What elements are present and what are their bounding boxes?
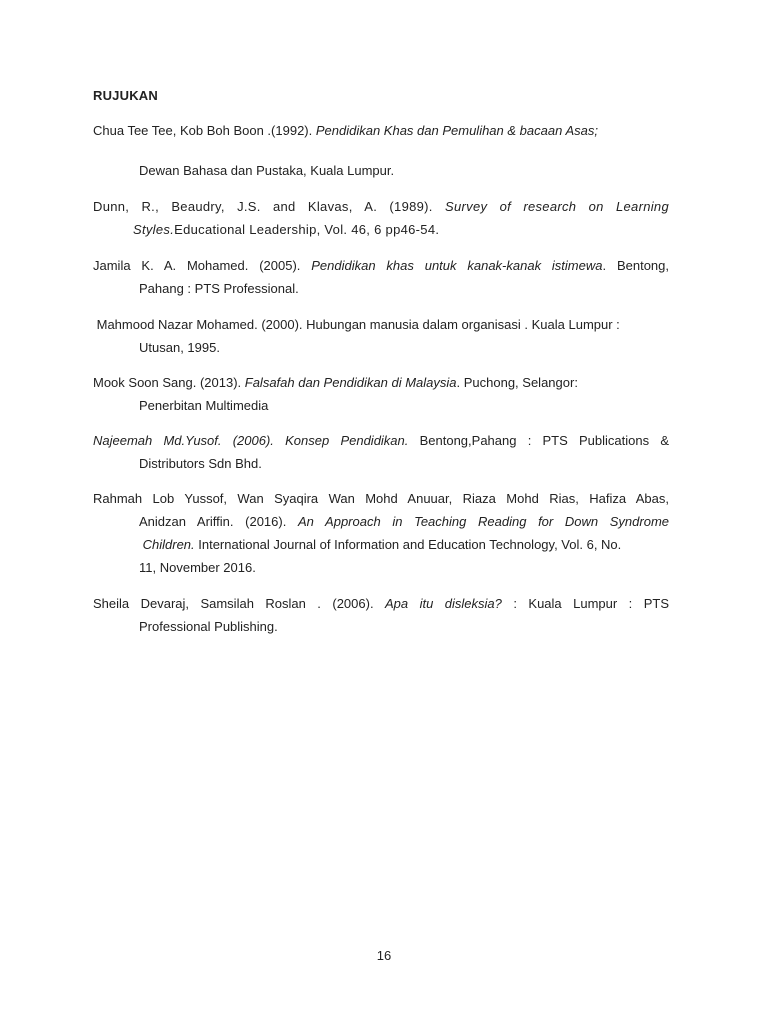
ref-place: . Bentong, [602,258,669,273]
reference-entry [93,487,669,579]
ref-publisher: Distributors Sdn Bhd. [139,456,262,471]
section-heading: RUJUKAN [93,88,158,103]
ref-publisher: Penerbitan Multimedia [139,398,269,413]
ref-place: . Puchong, Selangor: [456,375,578,390]
ref-date: 11, November 2016. [139,560,256,575]
ref-authors: Chua Tee Tee, Kob Boh Boon .(1992). [93,123,316,138]
ref-title: An Approach in Teaching Reading for Down Syndrome [297,514,669,529]
ref-source: International Journal of Information and Education Technology, Vol. 6, No. [194,537,622,552]
ref-publisher: Pahang : PTS Professional. [139,281,299,296]
ref-source: Educational Leadership, Vol. 46, 6 pp46-54. [174,222,440,237]
ref-place: : Kuala Lumpur : PTS [501,596,669,611]
ref-authors: Dunn, R., Beaudry, J.S. and Klavas, A. (1989). [93,199,446,214]
ref-authors: Sheila Devaraj, Samsilah Roslan . (2006). [93,596,386,611]
ref-place: Bentong,Pahang : PTS Publications & [408,433,669,448]
ref-title-cont: Children. [139,537,195,552]
ref-title-cont: Styles. [133,222,175,237]
reference-entry [93,371,669,417]
ref-title: Falsafah dan Pendidikan di Malaysia [244,375,457,390]
ref-title: Apa itu disleksia? [385,596,502,611]
ref-authors: Rahmah Lob Yussof, Wan Syaqira Wan Mohd Anuuar, Riaza Mohd Rias, Hafiza Abas, [93,491,669,506]
reference-entry [93,592,669,638]
page-number: 16 [376,948,392,963]
ref-authors: Mook Soon Sang. (2013). [93,375,245,390]
ref-title: Najeemah Md.Yusof. (2006). Konsep Pendidikan. [93,433,409,448]
ref-citation: Mahmood Nazar Mohamed. (2000). Hubungan manusia dalam organisasi . Kuala Lumpur : [93,317,620,332]
ref-publisher: Dewan Bahasa dan Pustaka, Kuala Lumpur. [139,163,395,178]
ref-publisher: Utusan, 1995. [139,340,220,355]
ref-publisher: Professional Publishing. [139,619,278,634]
reference-entry [93,429,669,475]
reference-entry [93,254,669,300]
ref-title: Survey of research on Learning [445,199,669,214]
ref-title: Pendidikan khas untuk kanak-kanak istimewa [311,258,603,273]
reference-entry [93,119,669,182]
ref-authors-cont: Anidzan Ariffin. (2016). [139,514,298,529]
reference-entry [93,195,669,241]
reference-entry [93,313,669,359]
ref-authors: Jamila K. A. Mohamed. (2005). [93,258,312,273]
ref-title: Pendidikan Khas dan Pemulihan & bacaan Asas; [315,123,598,138]
